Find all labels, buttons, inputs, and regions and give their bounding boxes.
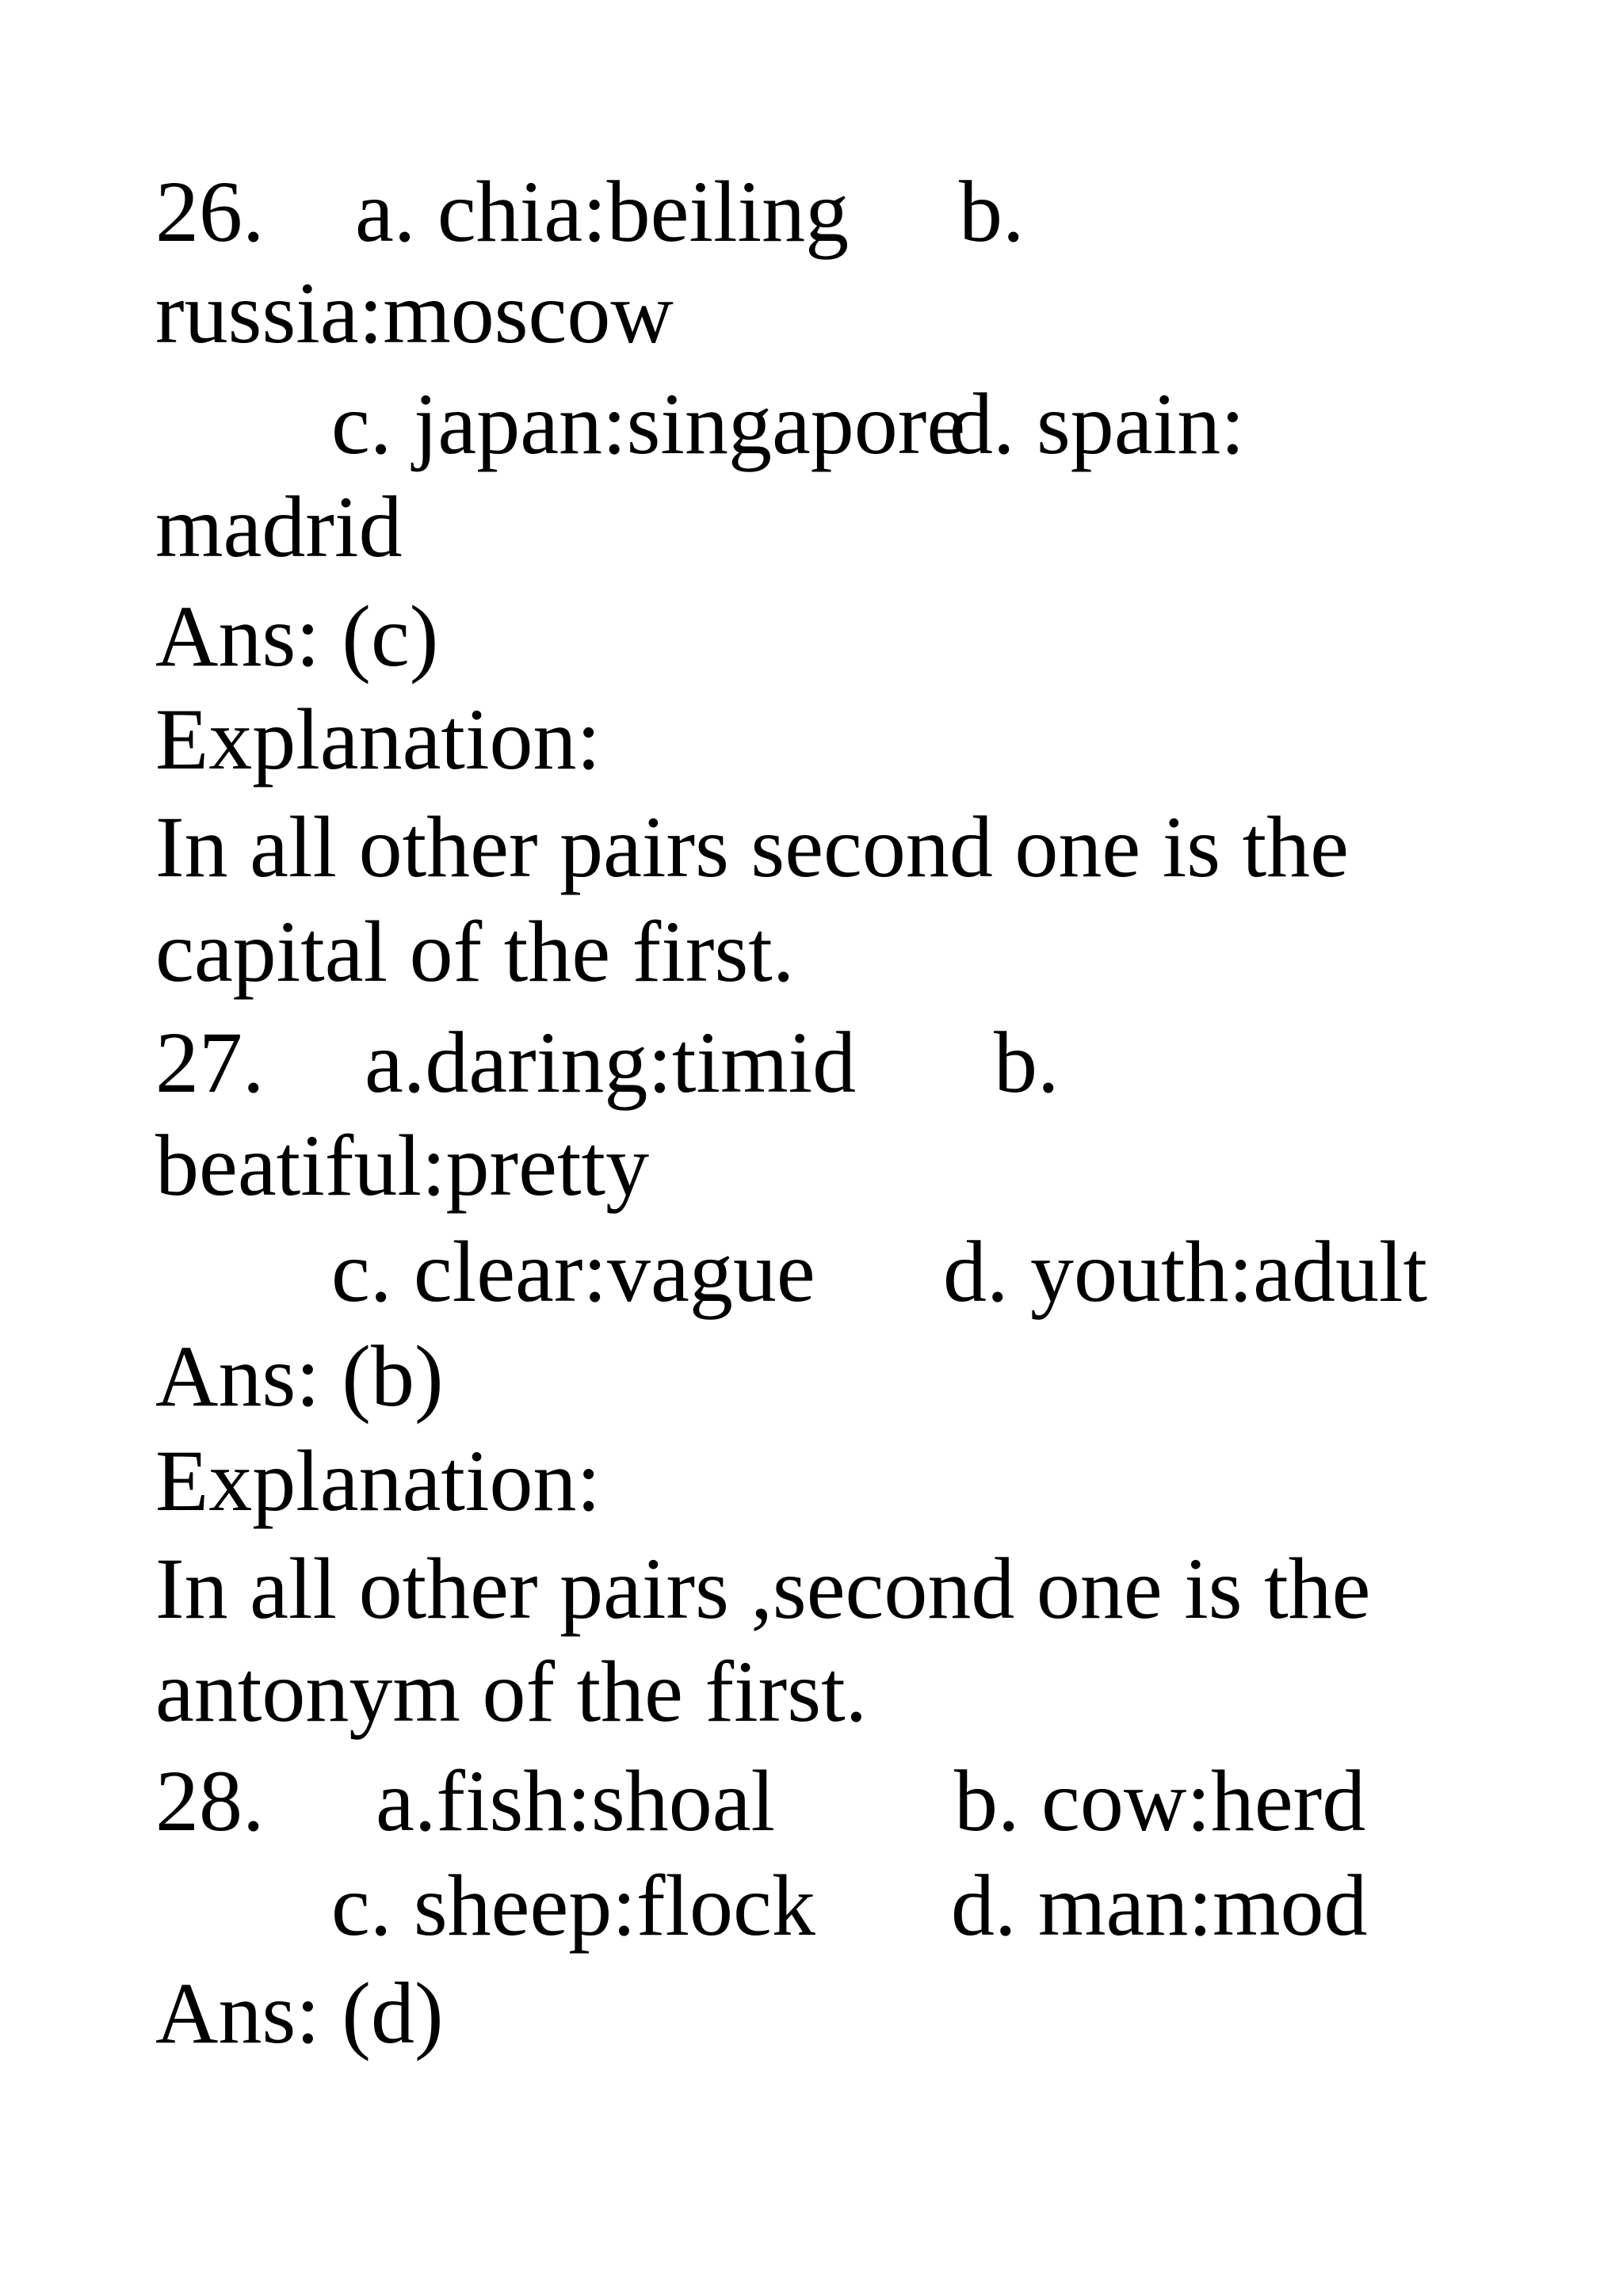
- q28-number: 28.: [155, 1753, 265, 1849]
- q26-option-a: a. chia:beiling: [355, 163, 850, 260]
- q27-explanation-text1: In all other pairs ,second one is the: [155, 1540, 1371, 1637]
- q28-option-d: d. man:mod: [951, 1857, 1368, 1954]
- q26-option-d-text: madrid: [155, 479, 403, 575]
- q27-option-c: c. clear:vague: [331, 1223, 815, 1320]
- q28-option-b: b. cow:herd: [954, 1753, 1366, 1849]
- q27-explanation-text2: antonym of the first.: [155, 1643, 868, 1740]
- q26-option-b-label: b.: [959, 163, 1025, 260]
- q27-option-a: a.daring:timid: [365, 1014, 857, 1111]
- q26-option-b-text: russia:moscow: [155, 265, 674, 361]
- q27-explanation-label-text: Explanation:: [155, 1432, 601, 1529]
- q28-option-c: c. sheep:flock: [331, 1857, 815, 1954]
- q27-number: 27.: [155, 1014, 265, 1111]
- q27-option-d: d. youth:adult: [943, 1223, 1428, 1320]
- q26-explanation-text1: In all other pairs second one is the: [155, 799, 1349, 895]
- q26-number: 26.: [155, 163, 265, 260]
- q27-answer-text: Ans: (b): [155, 1328, 444, 1425]
- q27-option-b-text: beatiful:pretty: [155, 1117, 650, 1214]
- q28-option-a: a.fish:shoal: [376, 1753, 776, 1849]
- q28-answer-text: Ans: (d): [155, 1965, 444, 2061]
- q26-option-c: c. japan:singapore: [331, 376, 966, 472]
- q27-option-b-label: b.: [994, 1014, 1060, 1111]
- q26-explanation-label-text: Explanation:: [155, 691, 601, 788]
- q26-answer-text: Ans: (c): [155, 588, 439, 685]
- q26-explanation-text2: capital of the first.: [155, 903, 795, 1000]
- q26-option-d-label: d. spain:: [949, 376, 1245, 472]
